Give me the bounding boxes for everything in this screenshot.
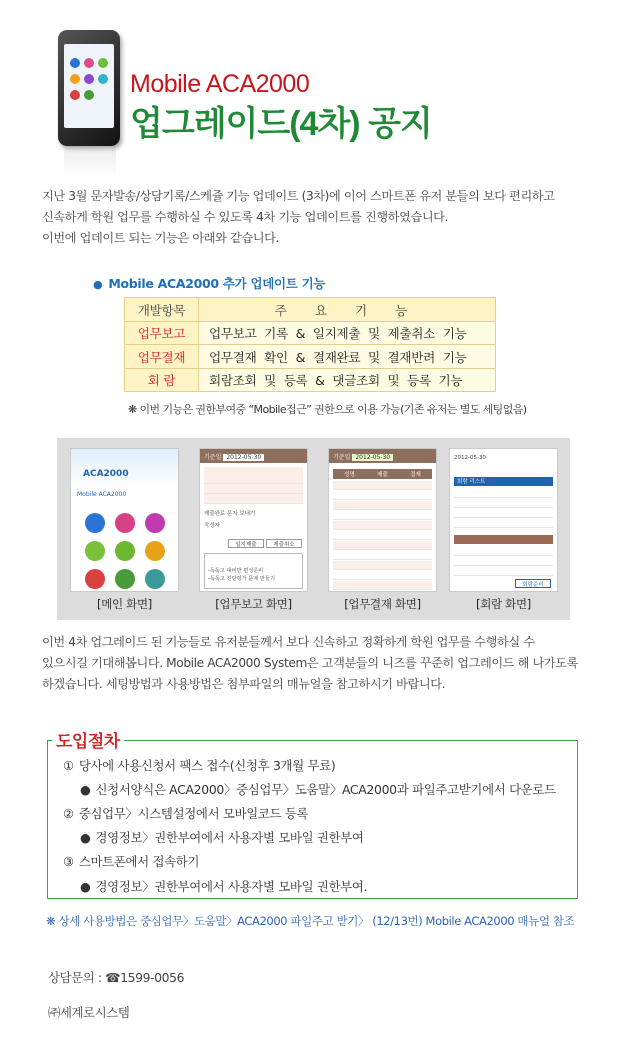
procedure-step: ① 당사에 사용신청서 팩스 접수(신청후 3개월 무료) [63, 758, 336, 773]
caption-main: [메인 화면] [97, 597, 152, 611]
circular-button-image: 회람준비 [515, 579, 551, 588]
bullet-icon: ● [93, 278, 103, 291]
contact-label: 상담문의 : [48, 970, 102, 985]
caption-approval: [업무결재 화면] [344, 597, 421, 611]
intro-line: 이번에 업데이트 되는 기능은 아래와 같습니다. [42, 231, 279, 245]
table-header-row [125, 298, 496, 322]
procedure-title: 도입절차 [52, 727, 124, 752]
features-table [124, 297, 496, 392]
row-description: 회람조회 및 등록 & 댓글조회 및 등록 기능 [199, 368, 496, 392]
caption-report: [업무보고 화면] [215, 597, 292, 611]
intro-paragraph [42, 186, 602, 249]
row-description: 업무결재 확인 & 결재완료 및 결재반려 기능 [199, 345, 496, 369]
row-category: 회 람 [125, 368, 199, 392]
cancel-button-image: 제출취소 [266, 539, 302, 548]
row-description: 업무보고 기록 & 일지제출 및 제출취소 기능 [199, 321, 496, 345]
procedure-substep: ● 신청서양식은 ACA2000〉중심업무〉도움말〉ACA2000과 파일주고받기에서 다운로드 [80, 782, 556, 797]
row-category: 업무보고 [125, 321, 199, 345]
approval-table-header: 성명 제출 결재 [333, 469, 432, 479]
table-row [125, 321, 496, 345]
closing-line: 하겠습니다. 세팅방법과 사용방법은 첨부파일의 매뉴얼을 참고하시기 바랍니다. [42, 677, 446, 691]
header-category: 개발항목 [125, 298, 199, 322]
writer-label: 작성자 [204, 523, 220, 529]
report-title: 제출완료 문자 보내기 [204, 511, 256, 517]
screen-subtitle: Mobile ACA2000 [77, 491, 127, 498]
contact-phone: ☎1599-0056 [105, 970, 185, 985]
memo-line: -독독고 대비반 편성준비 [208, 568, 264, 574]
smartphone-illustration [58, 30, 122, 150]
table-row [125, 345, 496, 369]
main-screen-image [70, 448, 179, 592]
circular-screen-image [449, 448, 558, 592]
features-title: Mobile ACA2000 추가 업데이트 기능 [108, 276, 326, 291]
procedure-substep: ● 경영정보〉권한부여에서 사용자별 모바일 권한부여 [80, 830, 364, 845]
contact-info [48, 968, 184, 986]
report-screen-image [199, 448, 308, 592]
procedure-step: ② 중심업무〉시스템설정에서 모바일코드 등록 [63, 806, 309, 821]
screen-header: 기준일 2012-05-30 [329, 449, 436, 463]
closing-line: 이번 4차 업그레이드 된 기능들로 유저분들께서 보다 신속하고 정확하게 학원 업무를 수행하실 수 [42, 635, 535, 649]
header-function: 주 요 기 능 [199, 298, 496, 322]
feature-note: ❋ 이번 기능은 권한부여중 “Mobile접근” 권한으로 이용 가능(기존 유저는 별도 세팅없음) [128, 403, 527, 416]
caption-circular: [회람 화면] [476, 597, 531, 611]
screen-logo: ACA2000 [83, 469, 129, 479]
screenshots-strip [57, 438, 570, 620]
intro-line: 지난 3월 문자발송/상담기록/스케쥴 기능 업데이트 (3차)에 이어 스마트폰 유저 분들의 보다 편리하고 [42, 189, 555, 203]
company-name: ㈜세계로시스템 [48, 1005, 130, 1020]
screen-header: 기준일 2012-05-30 [200, 449, 307, 463]
memo-line: -독독고 진단평가 문제 만들기 [208, 576, 275, 582]
title-korean: 업그레이드(4차) 공지 [130, 105, 432, 143]
procedure-substep: ● 경영정보〉권한부여에서 사용자별 모바일 권한부여. [80, 879, 368, 894]
features-heading [93, 274, 325, 292]
closing-line: 있으시길 기대해봅니다. Mobile ACA2000 System은 고객분들의 니즈를 꾸준히 업그레이드 해 나가도록 [42, 656, 578, 670]
procedure-step: ③ 스마트폰에서 접속하기 [63, 854, 200, 869]
row-category: 업무결재 [125, 345, 199, 369]
manual-reference-note: ❋ 상세 사용방법은 중심업무〉도움말〉ACA2000 파일주고 받기〉 (12/13번) Mobile ACA2000 매뉴얼 참조 [46, 914, 575, 928]
table-row [125, 368, 496, 392]
intro-line: 신속하게 학원 업무를 수행하실 수 있도록 4차 기능 업데이트를 진행하였습니다. [42, 210, 449, 224]
submit-button-image: 일지제출 [228, 539, 264, 548]
approval-screen-image [328, 448, 437, 592]
title-english: Mobile ACA2000 [130, 70, 310, 98]
closing-paragraph [42, 632, 602, 695]
circular-list-title: 회람 리스트 [454, 477, 553, 486]
circular-date: 2012-05-30 [454, 455, 486, 461]
